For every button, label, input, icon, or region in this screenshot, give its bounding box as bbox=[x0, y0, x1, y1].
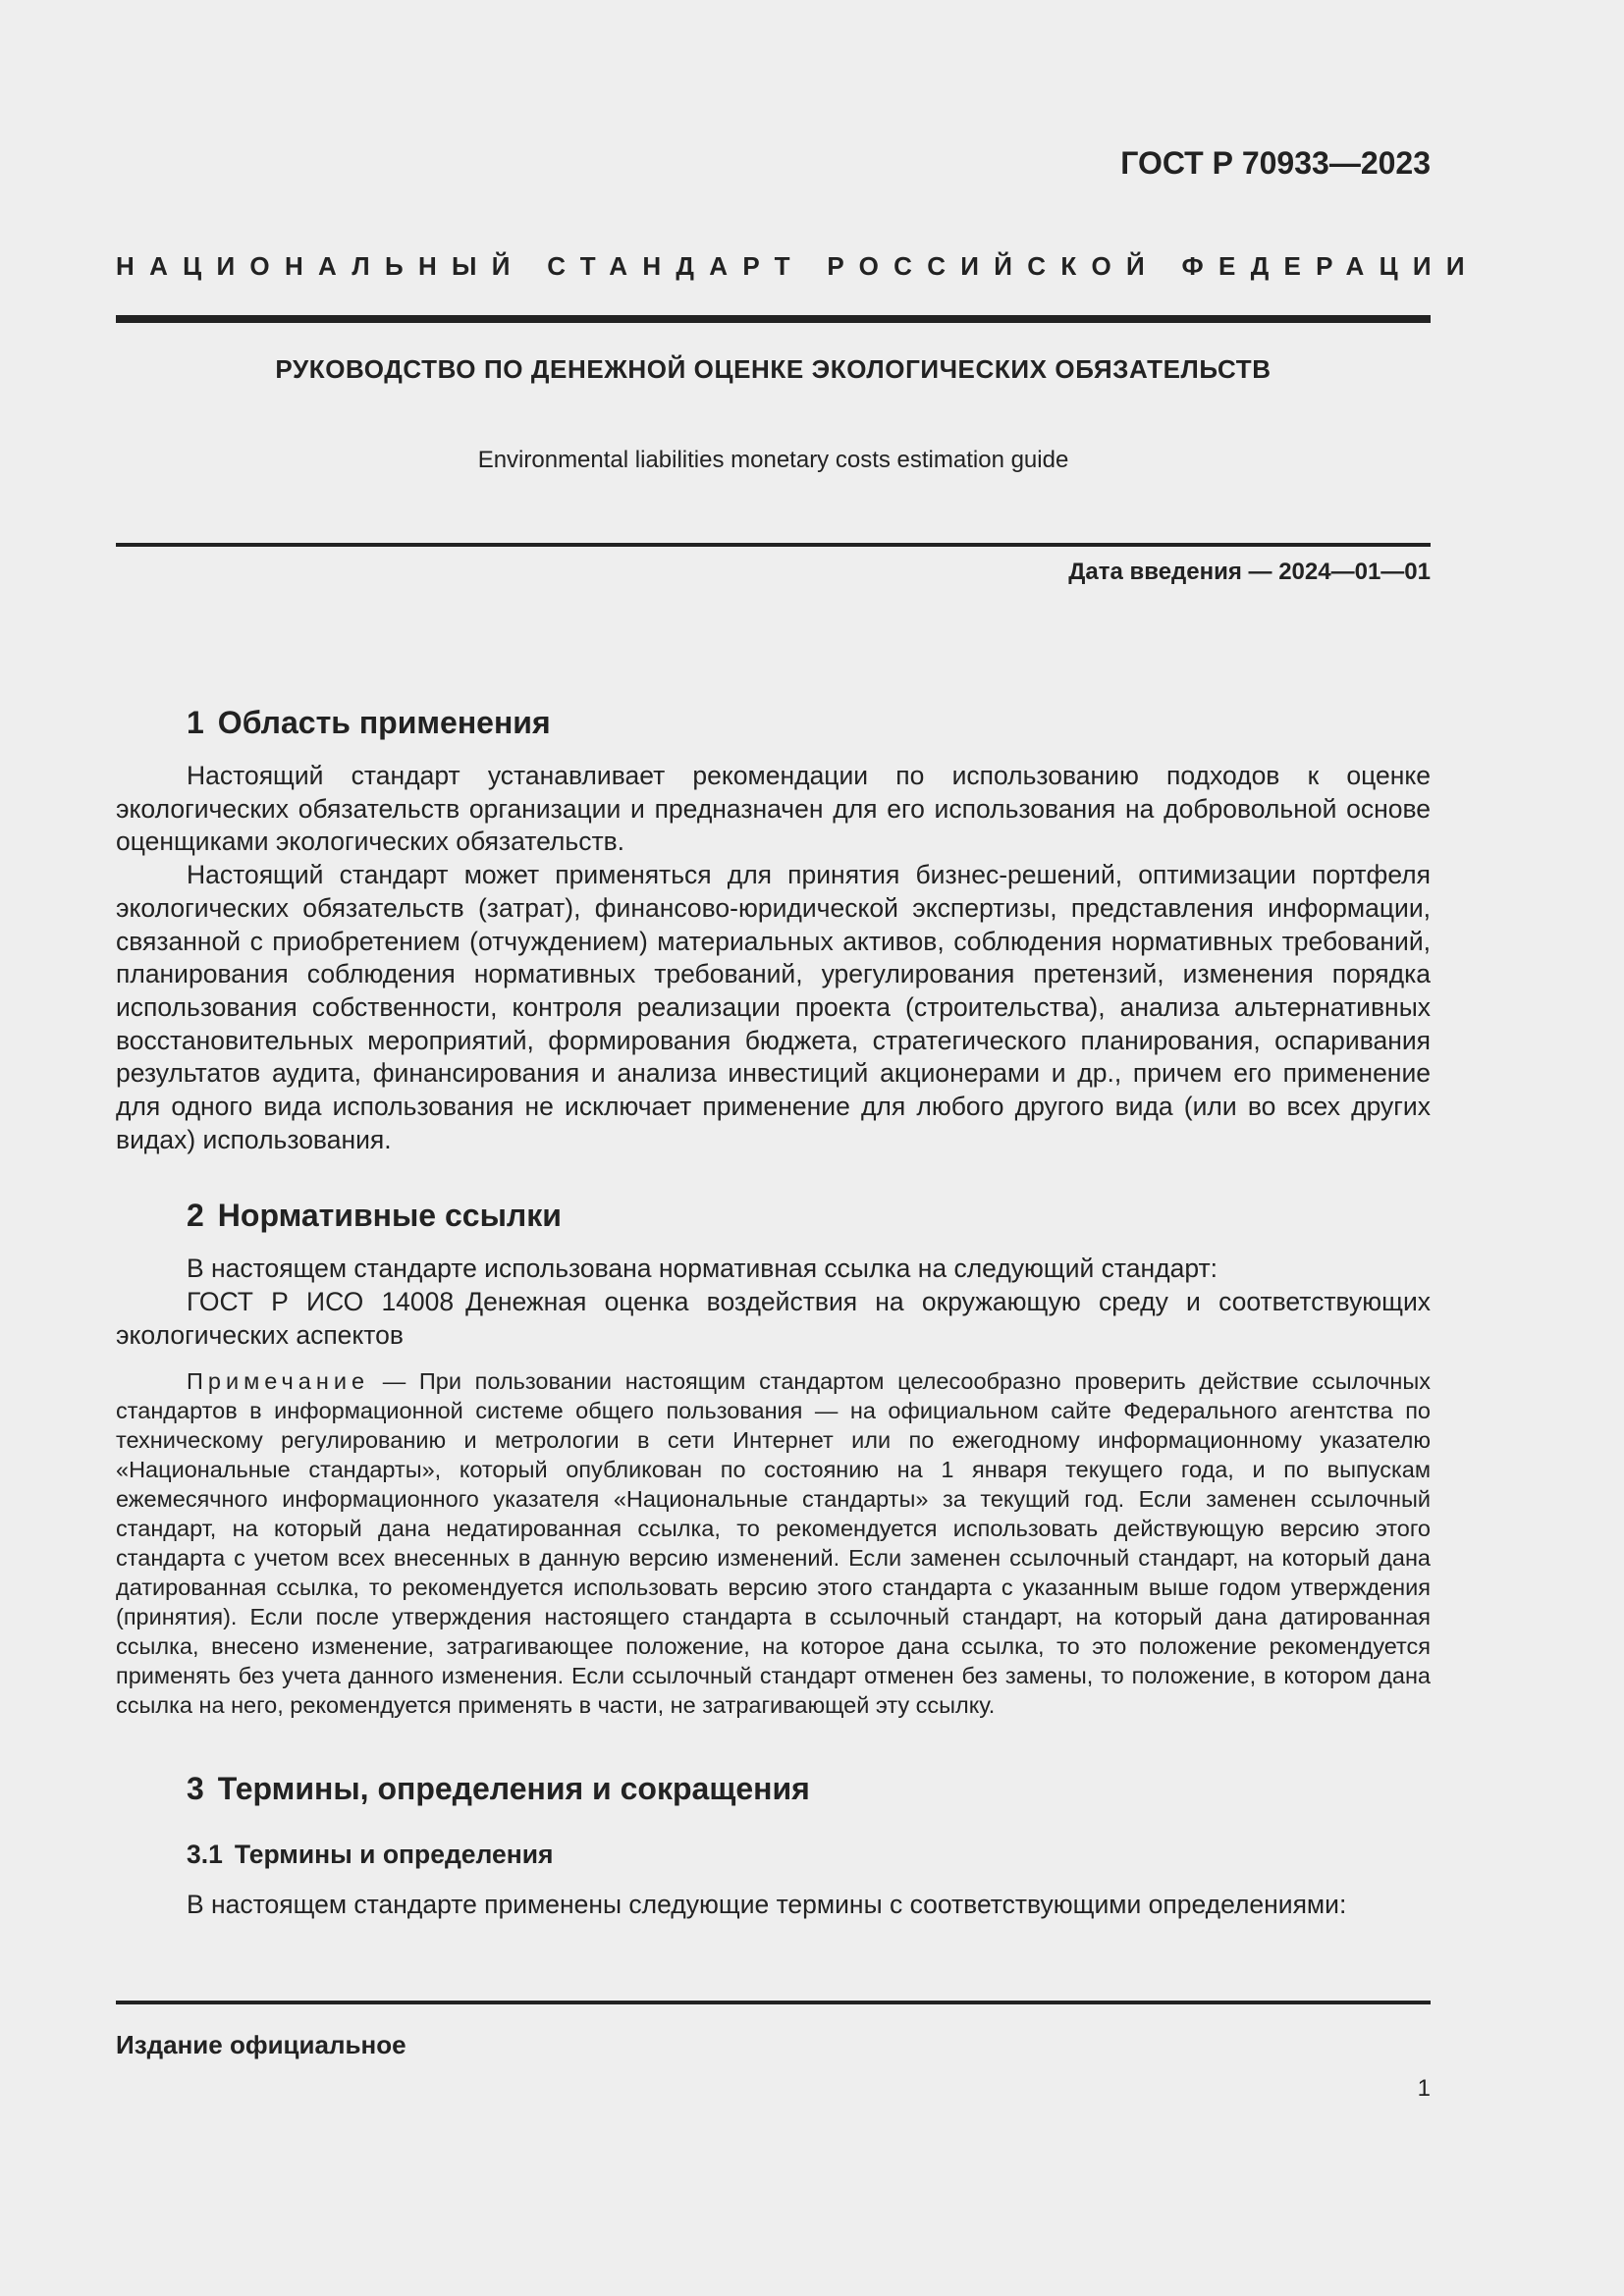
intro-date: Дата введения — 2024—01—01 bbox=[1068, 559, 1431, 585]
section-number: 2 bbox=[187, 1198, 204, 1234]
document-page bbox=[116, 0, 1480, 2296]
footer-rule bbox=[116, 2001, 1431, 2004]
subsection-number: 3.1 bbox=[187, 1839, 223, 1869]
section-1-heading bbox=[116, 703, 1431, 742]
note-text: — При пользовании настоящим стандартом целесообразно проверить действие ссылочных стандартов в информационной системе общего пользования — на официальном сайте Федерального агентства по техническому регулированию и метрологии в сети Интернет или по ежегодному информационному указателю «Национальные стандарты», который опубликован по состоянию на 1 января текущего года, и по выпускам ежемесячного информационного указателя «Национальные стандарты» за текущий год. Если заменен ссылочный стандарт, на который дана недатированная ссылка, то рекомендуется использовать действующую версию этого стандарта с учетом всех внесенных в данную версию изменений. Если заменен ссылочный стандарт, на который дана датированная ссылка, то рекомендуется использовать версию этого стандарта с указанным выше годом утверждения (принятия). Если после утверждения настоящего стандарта в ссылочный стандарт, на который дана датированная ссылка, внесено изменение, затрагивающее положение, на которое дана ссылка, то это положение рекомендуется применять без учета данного изменения. Если ссылочный стандарт отменен без замены, то положение, в котором дана ссылка на него, рекомендуется применять в части, не затрагивающей эту ссылку. bbox=[116, 1367, 1431, 1718]
national-standard-header: НАЦИОНАЛЬНЫЙ СТАНДАРТ РОССИЙСКОЙ ФЕДЕРАЦИИ bbox=[116, 251, 1480, 281]
normative-reference bbox=[116, 1286, 1431, 1352]
subsection-title: Термины и определения bbox=[234, 1839, 554, 1869]
edition-label: Издание официальное bbox=[116, 2030, 406, 2059]
paragraph: Настоящий стандарт может применяться для принятия бизнес-решений, оптимизации портфеля экологических обязательств (затрат), финансово-юридической экспертизы, представления информации, связанной с приобретением (отчуждением) материальных активов, соблюдения нормативных требований, планирования соблюдения нормативных требований, урегулирования претензий, изменения порядка использования собственности, контроля реализации проекта (строительства), анализа альтернативных восстановительных мероприятий, формирования бюджета, стратегического планирования, оспаривания результатов аудита, финансирования и анализа инвестиций акционерами и др., причем его применение для одного вида использования не исключает применение для любого другого вида (или во всех других видах) использования. bbox=[116, 860, 1431, 1154]
note-label: Примечание bbox=[187, 1367, 370, 1394]
reference-code: ГОСТ Р ИСО 14008 bbox=[187, 1287, 455, 1317]
doc-code: ГОСТ Р 70933—2023 bbox=[1120, 145, 1431, 181]
reference-title: Денежная оценка воздействия на окружающую среду и соответствующих экологических аспектов bbox=[116, 1287, 1431, 1350]
note bbox=[116, 1366, 1431, 1720]
paragraph: В настоящем стандарте применены следующие термины с соответствующими определениями: bbox=[187, 1889, 1347, 1919]
paragraph: Настоящий стандарт устанавливает рекомендации по использованию подходов к оценке экологических обязательств организации и предназначен для его использования на добровольной основе оценщиками экологических обязательств. bbox=[116, 761, 1431, 857]
section-2-heading bbox=[116, 1196, 1431, 1235]
document-body bbox=[116, 703, 1431, 1921]
subsection-3-1-heading bbox=[116, 1838, 1431, 1871]
section-number: 1 bbox=[187, 705, 204, 740]
header-thin-rule bbox=[116, 543, 1431, 547]
section-title: Область применения bbox=[217, 705, 551, 740]
paragraph: В настоящем стандарте использована нормативная ссылка на следующий стандарт: bbox=[187, 1254, 1218, 1284]
header-thick-rule bbox=[116, 315, 1431, 323]
section-3-heading bbox=[116, 1769, 1431, 1808]
section-title: Нормативные ссылки bbox=[217, 1198, 562, 1234]
document-subtitle-en: Environmental liabilities monetary costs estimation guide bbox=[477, 447, 1069, 473]
section-number: 3 bbox=[187, 1770, 204, 1806]
document-title: РУКОВОДСТВО ПО ДЕНЕЖНОЙ ОЦЕНКЕ ЭКОЛОГИЧЕСКИХ ОБЯЗАТЕЛЬСТВ bbox=[275, 354, 1272, 384]
page-number: 1 bbox=[1417, 2075, 1431, 2102]
section-title: Термины, определения и сокращения bbox=[217, 1770, 810, 1806]
